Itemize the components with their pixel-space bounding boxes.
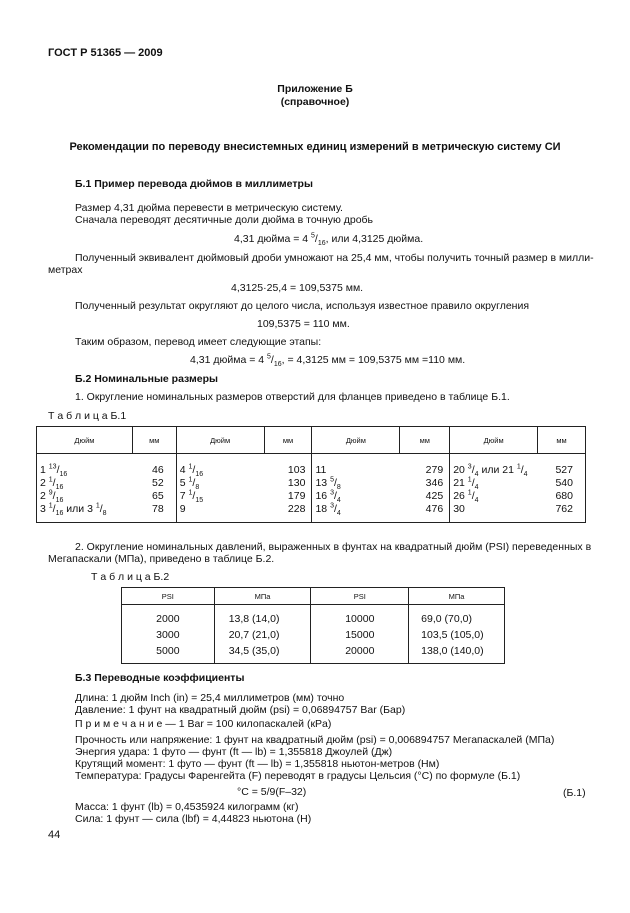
- eq1-denominator: 16: [317, 240, 326, 248]
- page-number: 44: [48, 829, 61, 841]
- table1-col-inch-4: [450, 454, 538, 523]
- table-cell: 69,0 (70,0): [421, 613, 472, 625]
- table-cell: 20 $^3/_4$ или 21 $^1/_4$: [453, 463, 528, 479]
- b2-paragraph-1: 1. Округление номинальных размеров отверстий для фланцев приведено в таблице Б.1.: [75, 391, 510, 403]
- table2-body-row: [122, 605, 505, 664]
- table-cell: 425: [425, 490, 444, 502]
- table1-label: Т а б л и ц а Б.1: [48, 410, 127, 422]
- table-cell: 52: [152, 477, 164, 489]
- table1-col-inch-2: [176, 454, 264, 523]
- table-cell: 2000: [156, 613, 180, 625]
- table-cell: 228: [287, 503, 306, 515]
- b1-equation-2: 4,3125·25,4 = 109,5375 мм.: [231, 282, 364, 294]
- table1-header: Дюйм: [176, 427, 264, 454]
- eq1-numerator: 5: [311, 232, 315, 240]
- table-cell: 103: [287, 464, 306, 476]
- table1-header: Дюйм: [37, 427, 133, 454]
- table-cell: 11: [315, 464, 327, 476]
- table2-header: PSI: [311, 588, 409, 605]
- table-cell: 540: [555, 477, 573, 489]
- table1-header: мм: [400, 427, 450, 454]
- table1-header-row: [37, 427, 586, 454]
- table1-col-mm-3: [400, 454, 450, 523]
- table-cell: 34,5 (35,0): [228, 645, 280, 657]
- table-cell: 20,7 (21,0): [228, 629, 280, 641]
- eq4-part-a: 4,31 дюйма = 4: [190, 354, 268, 366]
- b1-paragraph-5: Таким образом, перевод имеет следующие этапы:: [75, 336, 322, 348]
- section-b3-heading: Б.3 Переводные коэффициенты: [75, 672, 245, 684]
- appendix-subtitle: (справочное): [280, 96, 350, 108]
- eq1-separator: /: [314, 233, 318, 245]
- table-cell: 346: [425, 477, 444, 489]
- b3-note: П р и м е ч а н и е — 1 Bar = 100 килопаскалей (кPa): [75, 718, 332, 730]
- eq4-part-b: , = 4,3125 мм = 109,5375 мм =110 мм.: [281, 354, 466, 366]
- b3-temperature: Температура: Градусы Фаренгейта (F) переводят в градусы Цельсия (°C) по формуле (Б.1): [75, 770, 521, 782]
- document-id: ГОСТ Р 51365 — 2009: [48, 47, 163, 59]
- table2-col-mpa-1: [214, 605, 311, 664]
- table-cell: 476: [425, 503, 444, 515]
- b1-equation-4: [190, 353, 466, 369]
- table-cell: 18 $^3/_4$: [315, 502, 341, 518]
- table-cell: 3000: [156, 629, 180, 641]
- b3-strength: Прочность или напряжение: 1 фунт на квадратный дюйм (psi) = 0,006894757 Мегапаскалей (МПа): [75, 734, 555, 746]
- table-cell: 5 $^1/_8$: [179, 476, 200, 492]
- appendix-title: Приложение Б: [277, 83, 353, 95]
- table-cell: 20000: [345, 645, 375, 657]
- b3-force: Сила: 1 фунт — сила (lbf) = 4,44823 ньютона (Н): [75, 813, 312, 825]
- b3-pressure: Давление: 1 фунт на квадратный дюйм (psi) = 0,06894757 Bar (Бар): [75, 704, 406, 716]
- table-cell: 762: [555, 503, 573, 515]
- b1-paragraph-2: Сначала переводят десятичные доли дюйма в точную дробь: [75, 214, 374, 226]
- table-cell: 9: [179, 503, 186, 515]
- table-b2: [121, 587, 505, 664]
- table-cell: 1 $^{13}/_{16}$: [40, 463, 68, 479]
- table-cell: 527: [555, 464, 573, 476]
- table-cell: 30: [453, 503, 465, 515]
- table-cell: 138,0 (140,0): [421, 645, 484, 657]
- b1-equation-3: 109,5375 = 110 мм.: [257, 318, 350, 330]
- b1-paragraph-1: Размер 4,31 дюйма перевести в метрическую систему.: [75, 202, 343, 214]
- table1-col-mm-1: [132, 454, 176, 523]
- table-cell: 279: [425, 464, 444, 476]
- table1-col-mm-4: [538, 454, 586, 523]
- eq4-separator: /: [270, 354, 274, 366]
- table2-label: Т а б л и ц а Б.2: [91, 571, 170, 583]
- table1-header: мм: [264, 427, 312, 454]
- table2-col-psi-2: [311, 605, 409, 664]
- table-cell: 179: [287, 490, 306, 502]
- table-cell: 21 $^1/_4$: [453, 476, 479, 492]
- section-b1-heading: Б.1 Пример перевода дюймов в миллиметры: [75, 178, 313, 190]
- table-cell: 130: [287, 477, 306, 489]
- table1-col-mm-2: [264, 454, 312, 523]
- main-title: Рекомендации по переводу внесистемных единиц измерений в метрическую систему СИ: [69, 141, 561, 153]
- table-cell: 4 $^1/_{16}$: [179, 463, 204, 479]
- eq1-part-b: , или 4,3125 дюйма.: [325, 233, 424, 245]
- table-cell: 13 $^5/_8$: [315, 476, 341, 492]
- table-cell: 5000: [156, 645, 180, 657]
- table-cell: 10000: [345, 613, 375, 625]
- table1-col-inch-3: [312, 454, 400, 523]
- b1-paragraph-3-line-1: Полученный эквивалент дюймовый дроби умножают на 25,4 мм, чтобы получить точный размер в милли-: [75, 252, 594, 264]
- table-cell: 15000: [345, 629, 375, 641]
- b3-torque: Крутящий момент: 1 футо — фунт (ft — lb) = 1,355818 ньютон-метров (Нм): [75, 758, 440, 770]
- table-cell: 2 $^1/_{16}$: [40, 476, 64, 492]
- table-b1: [36, 426, 586, 523]
- table-cell: 26 $^1/_4$: [453, 489, 479, 505]
- b3-impact-energy: Энергия удара: 1 футо — фунт (ft — lb) = 1,355818 Джоулей (Дж): [75, 746, 393, 758]
- table-cell: 680: [555, 490, 573, 502]
- b1-paragraph-4: Полученный результат округляют до целого числа, используя известное правило округления: [75, 300, 530, 312]
- b2-paragraph-2-line-1: 2. Округление номинальных давлений, выраженных в фунтах на квадратный дюйм (PSI) переведенных в: [75, 541, 592, 553]
- table2-header-row: [122, 588, 505, 605]
- table-cell: 103,5 (105,0): [421, 629, 484, 641]
- table2-col-mpa-2: [409, 605, 505, 664]
- table-cell: 16 $^3/_4$: [315, 489, 341, 505]
- b3-formula-number: (Б.1): [563, 787, 586, 799]
- table-cell: 2 $^9/_{16}$: [40, 489, 64, 505]
- b3-formula: °C = 5/9(F–32): [237, 786, 307, 798]
- table-cell: 3 $^1/_{16}$ или 3 $^1/_8$: [40, 502, 107, 518]
- b3-mass: Масса: 1 фунт (lb) = 0,4535924 килограмм (кг): [75, 801, 299, 813]
- table1-body-row: [37, 454, 586, 523]
- table1-header: мм: [132, 427, 176, 454]
- eq4-denominator: 16: [273, 361, 282, 369]
- table-cell: 46: [152, 464, 164, 476]
- b3-length: Длина: 1 дюйм Inch (in) = 25,4 миллиметров (мм) точно: [75, 692, 345, 704]
- b1-equation-1: [234, 232, 424, 248]
- table1-header: мм: [538, 427, 586, 454]
- table1-col-inch-1: [37, 454, 133, 523]
- table-cell: 13,8 (14,0): [228, 613, 280, 625]
- table-cell: 7 $^1/_{15}$: [179, 489, 204, 505]
- table2-header: МПа: [409, 588, 505, 605]
- section-b2-heading: Б.2 Номинальные размеры: [75, 373, 219, 385]
- table-cell: 78: [152, 503, 164, 515]
- table2-header: МПа: [214, 588, 311, 605]
- eq4-numerator: 5: [267, 353, 271, 361]
- table2-header: PSI: [122, 588, 215, 605]
- table-cell: 65: [152, 490, 164, 502]
- b1-paragraph-3-line-2: метрах: [48, 264, 83, 276]
- table1-header: Дюйм: [312, 427, 400, 454]
- b2-paragraph-2-line-2: Мегапаскали (МПа), приведено в таблице Б.2.: [48, 553, 275, 565]
- table2-col-psi-1: [122, 605, 215, 664]
- table1-header: Дюйм: [450, 427, 538, 454]
- eq1-part-a: 4,31 дюйма = 4: [234, 233, 312, 245]
